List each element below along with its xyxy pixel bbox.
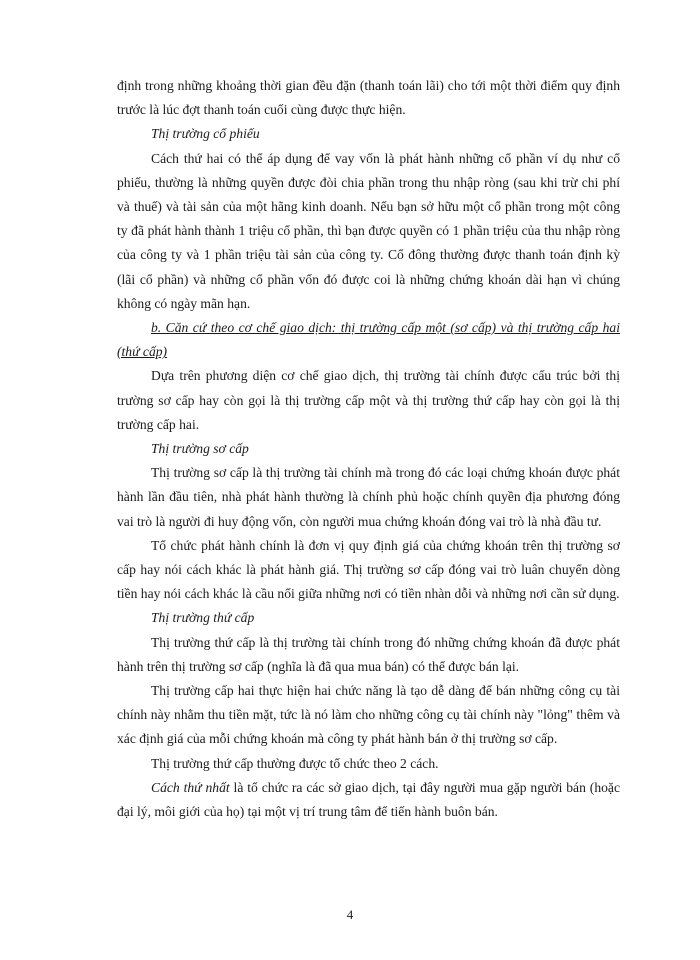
page-number: 4 [346, 907, 354, 922]
paragraph-primary-market: Thị trường sơ cấp là thị trường tài chính mà trong đó các loại chứng khoán được phát hành lần đầu tiên, nhà phát hành thường là chính phủ hoặc chính quyền địa phương đóng vai trò là người đi huy động vốn, còn người mua chứng khoán đóng vai trò là nhà đầu tư. [117, 465, 620, 529]
paragraph-secondary-market: Thị trường thứ cấp là thị trường tài chính trong đó những chứng khoán đã được phát hành trên thị trường sơ cấp (nghĩa là đã qua mua bán) có thể được bán lại. [117, 634, 620, 674]
heading-section-b: b. Căn cứ theo cơ chế giao dịch: thị trường cấp một (sơ cấp) và thị trường cấp hai (thứ cấp) [117, 320, 620, 360]
paragraph-first-way [117, 776, 620, 824]
paragraph-stock-market: Cách thứ hai có thể áp dụng để vay vốn là phát hành những cổ phần ví dụ như cổ phiếu, thường là những quyền được đòi chia phần trong thu nhập ròng (sau khi trừ chi phí và thuế) và tài sản của một hãng kinh doanh. Nếu bạn sở hữu một cổ phần trong một công ty đã phát hành thành 1 triệu cổ phần, thì bạn được quyền có 1 phần triệu của thu nhập ròng của công ty và 1 phần triệu tài sản của công ty. Cổ đông thường được thanh toán định kỳ (lãi cổ phần) và những cổ phần vốn đó được coi là những chứng khoán dài hạn vì chúng không có ngày mãn hạn. [117, 150, 620, 311]
first-way-text: là tổ chức ra các sở giao dịch, tại đây người mua gặp người bán (hoặc đại lý, môi giới của họ) tại một vị trí trung tâm để tiến hành buôn bán. [117, 779, 620, 820]
paragraph-continued: định trong những khoảng thời gian đều đặn (thanh toán lãi) cho tới một thời điểm quy định trước là lúc đợt thanh toán cuối cùng được thực hiện. [117, 78, 620, 118]
paragraph-issuer: Tổ chức phát hành chính là đơn vị quy định giá của chứng khoán trên thị trường sơ cấp hay nói cách khác là phát hành giá. Thị trường sơ cấp đóng vai trò luân chuyển dòng tiền hay nói cách khác là cầu nối giữa những nơi có tiền nhàn dỗi và những nơi cần sử dụng. [117, 537, 620, 602]
heading-stock-market: Thị trường cổ phiếu [151, 126, 260, 142]
heading-secondary-market: Thị trường thứ cấp [151, 610, 255, 626]
page-content [117, 74, 620, 824]
paragraph-two-ways: Thị trường thứ cấp thường được tổ chức theo 2 cách. [151, 755, 439, 771]
first-way-label: Cách thứ nhất [151, 779, 230, 795]
paragraph-trading-mechanism: Dựa trên phương diện cơ chế giao dịch, thị trường tài chính được cấu trúc bởi thị trường sơ cấp hay còn gọi là thị trường cấp một và thị trường thứ cấp hay còn gọi là thị trường cấp hai. [117, 368, 620, 432]
heading-primary-market: Thị trường sơ cấp [151, 441, 249, 457]
paragraph-secondary-functions: Thị trường cấp hai thực hiện hai chức năng là tạo dễ dàng để bán những công cụ tài chính này nhằm thu tiền mặt, tức là nó làm cho những công cụ tài chính này "lỏng" thêm và xác định giá của mỗi chứng khoán mà công ty phát hành bán ở thị trường sơ cấp. [117, 683, 620, 747]
